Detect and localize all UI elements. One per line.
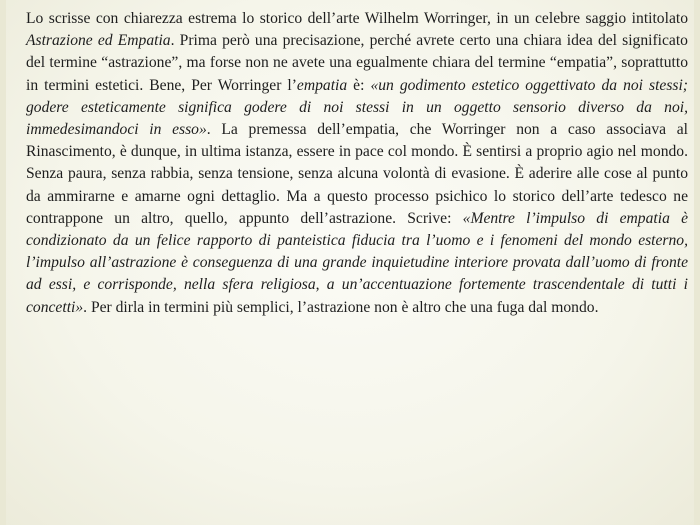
slide-content [26, 8, 688, 319]
text-run: . Per dirla in termini più semplici, l’astrazione non è altro che una fuga dal mondo. [83, 298, 599, 316]
text-run: Lo scrisse con chiarezza estrema lo storico dell’arte Wilhelm Worringer, in un celebre saggio intitolato [26, 10, 688, 27]
text-run-italic: Astrazione ed Empatia [26, 32, 171, 50]
quote-abstraction: «Mentre l’impulso di empatia è condizionato da un felice rapporto di panteistica fiducia tra l’uomo e i fenomeni del mondo esterno, l’impulso all’astrazione è conseguenza di una grande inquietudine interiore provata dall’uomo di fronte ad essi, e corrisponde, nella sfera religiosa, a un’accentuazione fortemente trascendentale di tutti i concetti» [26, 209, 689, 316]
text-run: è: [347, 76, 371, 94]
body-paragraph [26, 8, 688, 319]
text-run-italic: empatia [296, 76, 348, 94]
quote-empathy: «un godimento estetico oggettivato da noi stessi; godere esteticamente significa godere di noi stessi in un oggetto sensorio diverso da noi, immedesimandoci in esso» [26, 76, 688, 139]
text-run: . La premessa dell’empatia, che Worringer non a caso associava al Rinascimento, è dunque, in ultima istanza, essere in pace col mondo. È sentirsi a proprio agio nel mondo. Senza paura, senza rabbia, senza tensione, senza alcuna volontà di evasione. È aderire alle cose al punto da ammirarne e amarne ogni dettaglio. Ma a questo processo psichico lo storico dell’arte tedesco ne contrappone un altro, quello, appunto dell’astrazione. Scrive: [26, 121, 688, 227]
text-run: . Prima però una precisazione, perché avrete certo una chiara idea del significato del termine “astrazione”, ma forse non ne avete una egualmente chiara del termine “empatia”, soprattutto in termini estetici. Bene, Per Worringer l’ [26, 32, 688, 94]
